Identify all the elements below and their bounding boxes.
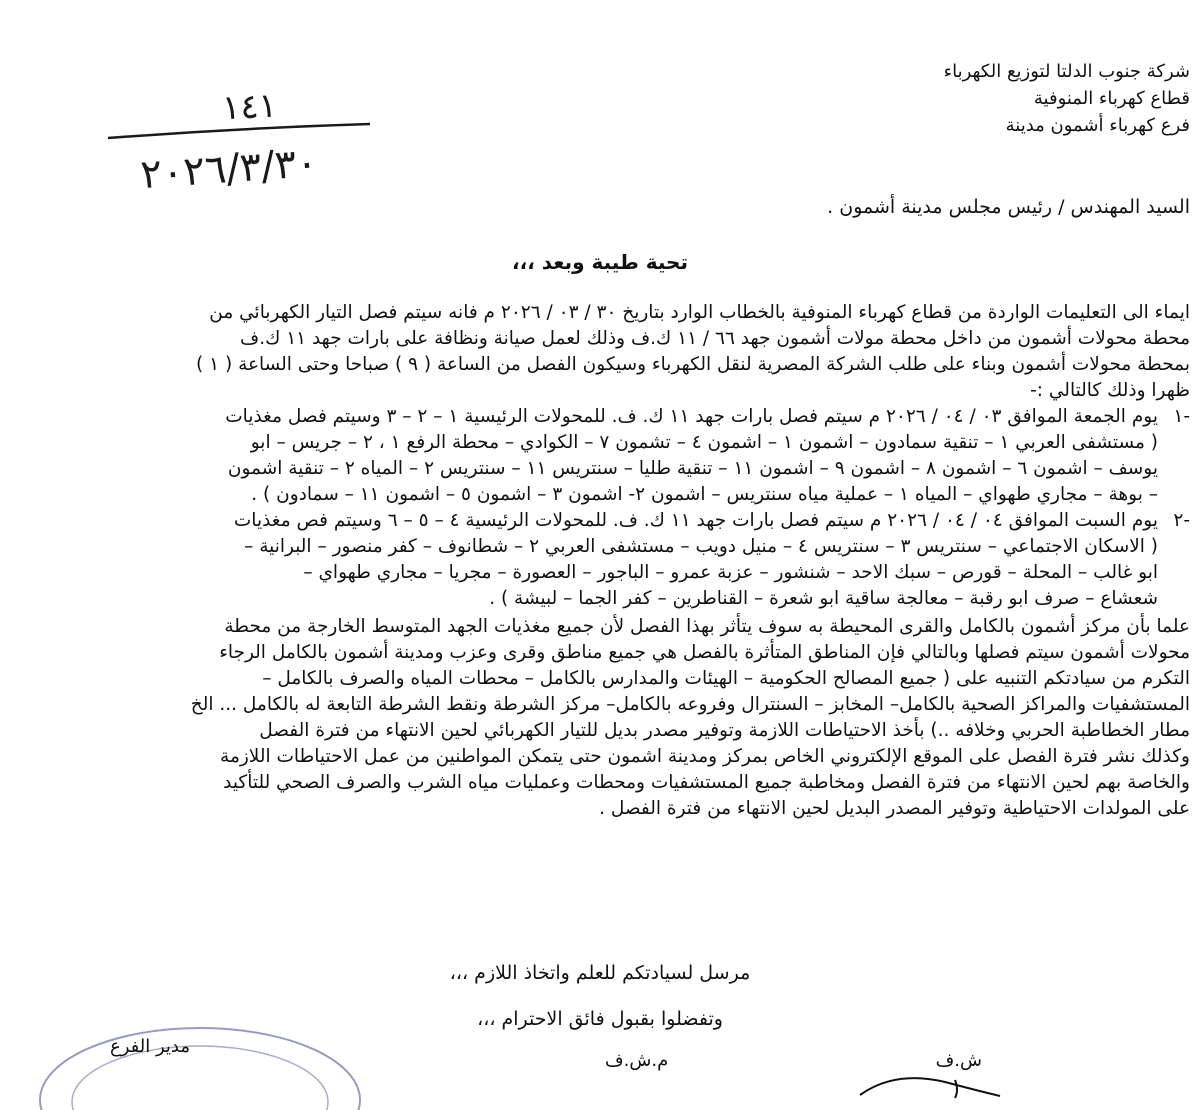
handwritten-signature	[855, 1050, 1005, 1100]
addressee: السيد المهندس / رئيس مجلس مدينة أشمون .	[827, 196, 1190, 218]
item-line: يوم السبت الموافق ٠٤ / ٠٤ / ٢٠٢٦ م سيتم فصل بارات جهد ١١ ك. ف. للمحولات الرئيسية ٤ – ٥ – ٦ وسيتم فص مغذيات	[233, 510, 1158, 531]
item-line: ( الاسكان الاجتماعي – سنتريس ٣ – سنتريس ٤ – منيل دويب – مستشفى العربي ٢ – شطانوف – كفر منصور – البرانية –	[244, 536, 1158, 557]
msf-signature-label: م.ش.ف	[605, 1050, 669, 1071]
schedule-item-friday	[12, 404, 1190, 508]
intro-line: بمحطة محولات أشمون وبناء على طلب الشركة المصرية لنقل الكهرباء وسيكون الفصل من الساعة ( ٩ ) صباحا وحتى الساعة ( ١ )	[196, 354, 1190, 375]
notice-line: محولات أشمون سيتم فصلها وبالتالي فإن المناطق المتأثرة بالفصل هي جميع مناطق وقرى وعزب ومدينة أشمون بالكامل الرجاء	[219, 642, 1190, 663]
supervisor-signature-label: ش.ف	[935, 1050, 982, 1071]
item-line: يوم الجمعة الموافق ٠٣ / ٠٤ / ٢٠٢٦ م سيتم فصل بارات جهد ١١ ك. ف. للمحولات الرئيسية ١ – ٢ – ٣ وسيتم فصل مغذيات	[225, 406, 1158, 427]
company-name: شركة جنوب الدلتا لتوزيع الكهرباء	[943, 61, 1190, 82]
item-line: شعشاع – صرف ابو رقبة – معالجة ساقية ابو شعرة – القناطرين – كفر الجما – لبيشة ) .	[489, 588, 1158, 609]
greeting: تحية طيبة وبعد ،،،	[512, 250, 688, 274]
item-number: -١	[1173, 406, 1190, 427]
ref-number: ١٤١	[221, 85, 278, 129]
intro-line: ايماء الى التعليمات الواردة من قطاع كهرباء المنوفية بالخطاب الوارد بتاريخ ٣٠ / ٠٣ / ٢٠٢٦ م فانه سيتم فصل التيار الكهربائي من	[209, 302, 1190, 323]
item-line: ابو غالب – المحلة – قورص – سبك الاحد – شنشور – عزبة عمرو – الباجور – العصورة – مجريا – مجاري طهواي –	[303, 562, 1158, 583]
letterhead	[860, 58, 1190, 139]
ref-date: ٢٠٢٦/٣/٣٠	[139, 139, 320, 199]
sector-name: قطاع كهرباء المنوفية	[1033, 88, 1190, 109]
closing-line: مرسل لسيادتكم للعلم واتخاذ اللازم ،،،	[449, 962, 751, 984]
notice-paragraph	[12, 614, 1190, 822]
branch-name: فرع كهرباء أشمون مدينة	[1005, 115, 1190, 136]
manager-signature-label: مدير الفرع	[110, 1036, 191, 1057]
notice-line: التكرم من سيادتكم التنبيه على ( جميع المصالح الحكومية – الهيئات والمدارس بالكامل – محطات المياه والصرف بالكامل –	[262, 668, 1190, 689]
item-line: يوسف – اشمون ٦ – اشمون ٨ – اشمون ٩ – اشمون ١١ – تنقية طليا – سنتريس ١١ – سنتريس ٢ – المياه ٢ – تنقية اشمون	[227, 458, 1158, 479]
notice-line: المستشفيات والمراكز الصحية بالكامل– المخابز – السنترال وفروعه بالكامل– مركز الشرطة ونقط الشرطة التابعة له بالكامل ... الخ	[190, 694, 1190, 715]
notice-line: على المولدات الاحتياطية وتوفير المصدر البديل لحين الانتهاء من فترة الفصل .	[599, 798, 1190, 819]
item-line: – بوهة – مجاري طهواي – المياه ١ – عملية مياه سنتريس – اشمون ٢- اشمون ٣ – اشمون ٥ – اشمون ١١ – سمادون ) .	[251, 484, 1158, 505]
item-number: -٢	[1173, 510, 1190, 531]
notice-line: وكذلك نشر فترة الفصل على الموقع الإلكتروني الخاص بمركز ومدينة اشمون حتى يتمكن المواطنين من عمل الاحتياطات اللازمة	[220, 746, 1190, 767]
handwritten-reference	[100, 80, 380, 200]
stamp-seal	[30, 1010, 370, 1110]
item-line: ( مستشفى العربي ١ – تنقية سمادون – اشمون ١ – اشمون ٤ – تشمون ٧ – الكوادي – محطة الرفع ١ ، ٢ – جريس – ابو	[250, 432, 1158, 453]
closing-regards: وتفضلوا بقبول فائق الاحترام ،،،	[477, 1008, 723, 1030]
notice-line: والخاصة بهم لحين الانتهاء من فترة الفصل ومخاطبة جميع المستشفيات ومحطات وعمليات مياه الشرب والصرف الصحي للتأكيد	[223, 772, 1190, 793]
notice-line: علما بأن مركز أشمون بالكامل والقرى المحيطة به سوف يتأثر بهذا الفصل لأن جميع مغذيات الجهد المتوسط الخارجة من محطة	[224, 616, 1190, 637]
schedule-item-saturday	[12, 508, 1190, 612]
notice-line: مطار الخطاطبة الحربي وخلافه ..) بأخذ الاحتياطات اللازمة وتوفير مصدر بديل للتيار الكهربائي لحين الانتهاء من فترة الفصل	[259, 720, 1190, 741]
intro-line: ظهرا وذلك كالتالي :-	[1030, 380, 1190, 401]
letter-body	[12, 300, 1190, 822]
intro-line: محطة محولات أشمون من داخل محطة مولات أشمون جهد ٦٦ / ١١ ك.ف وذلك لعمل صيانة ونظافة على بارات جهد ١١ ك.ف	[240, 328, 1190, 349]
